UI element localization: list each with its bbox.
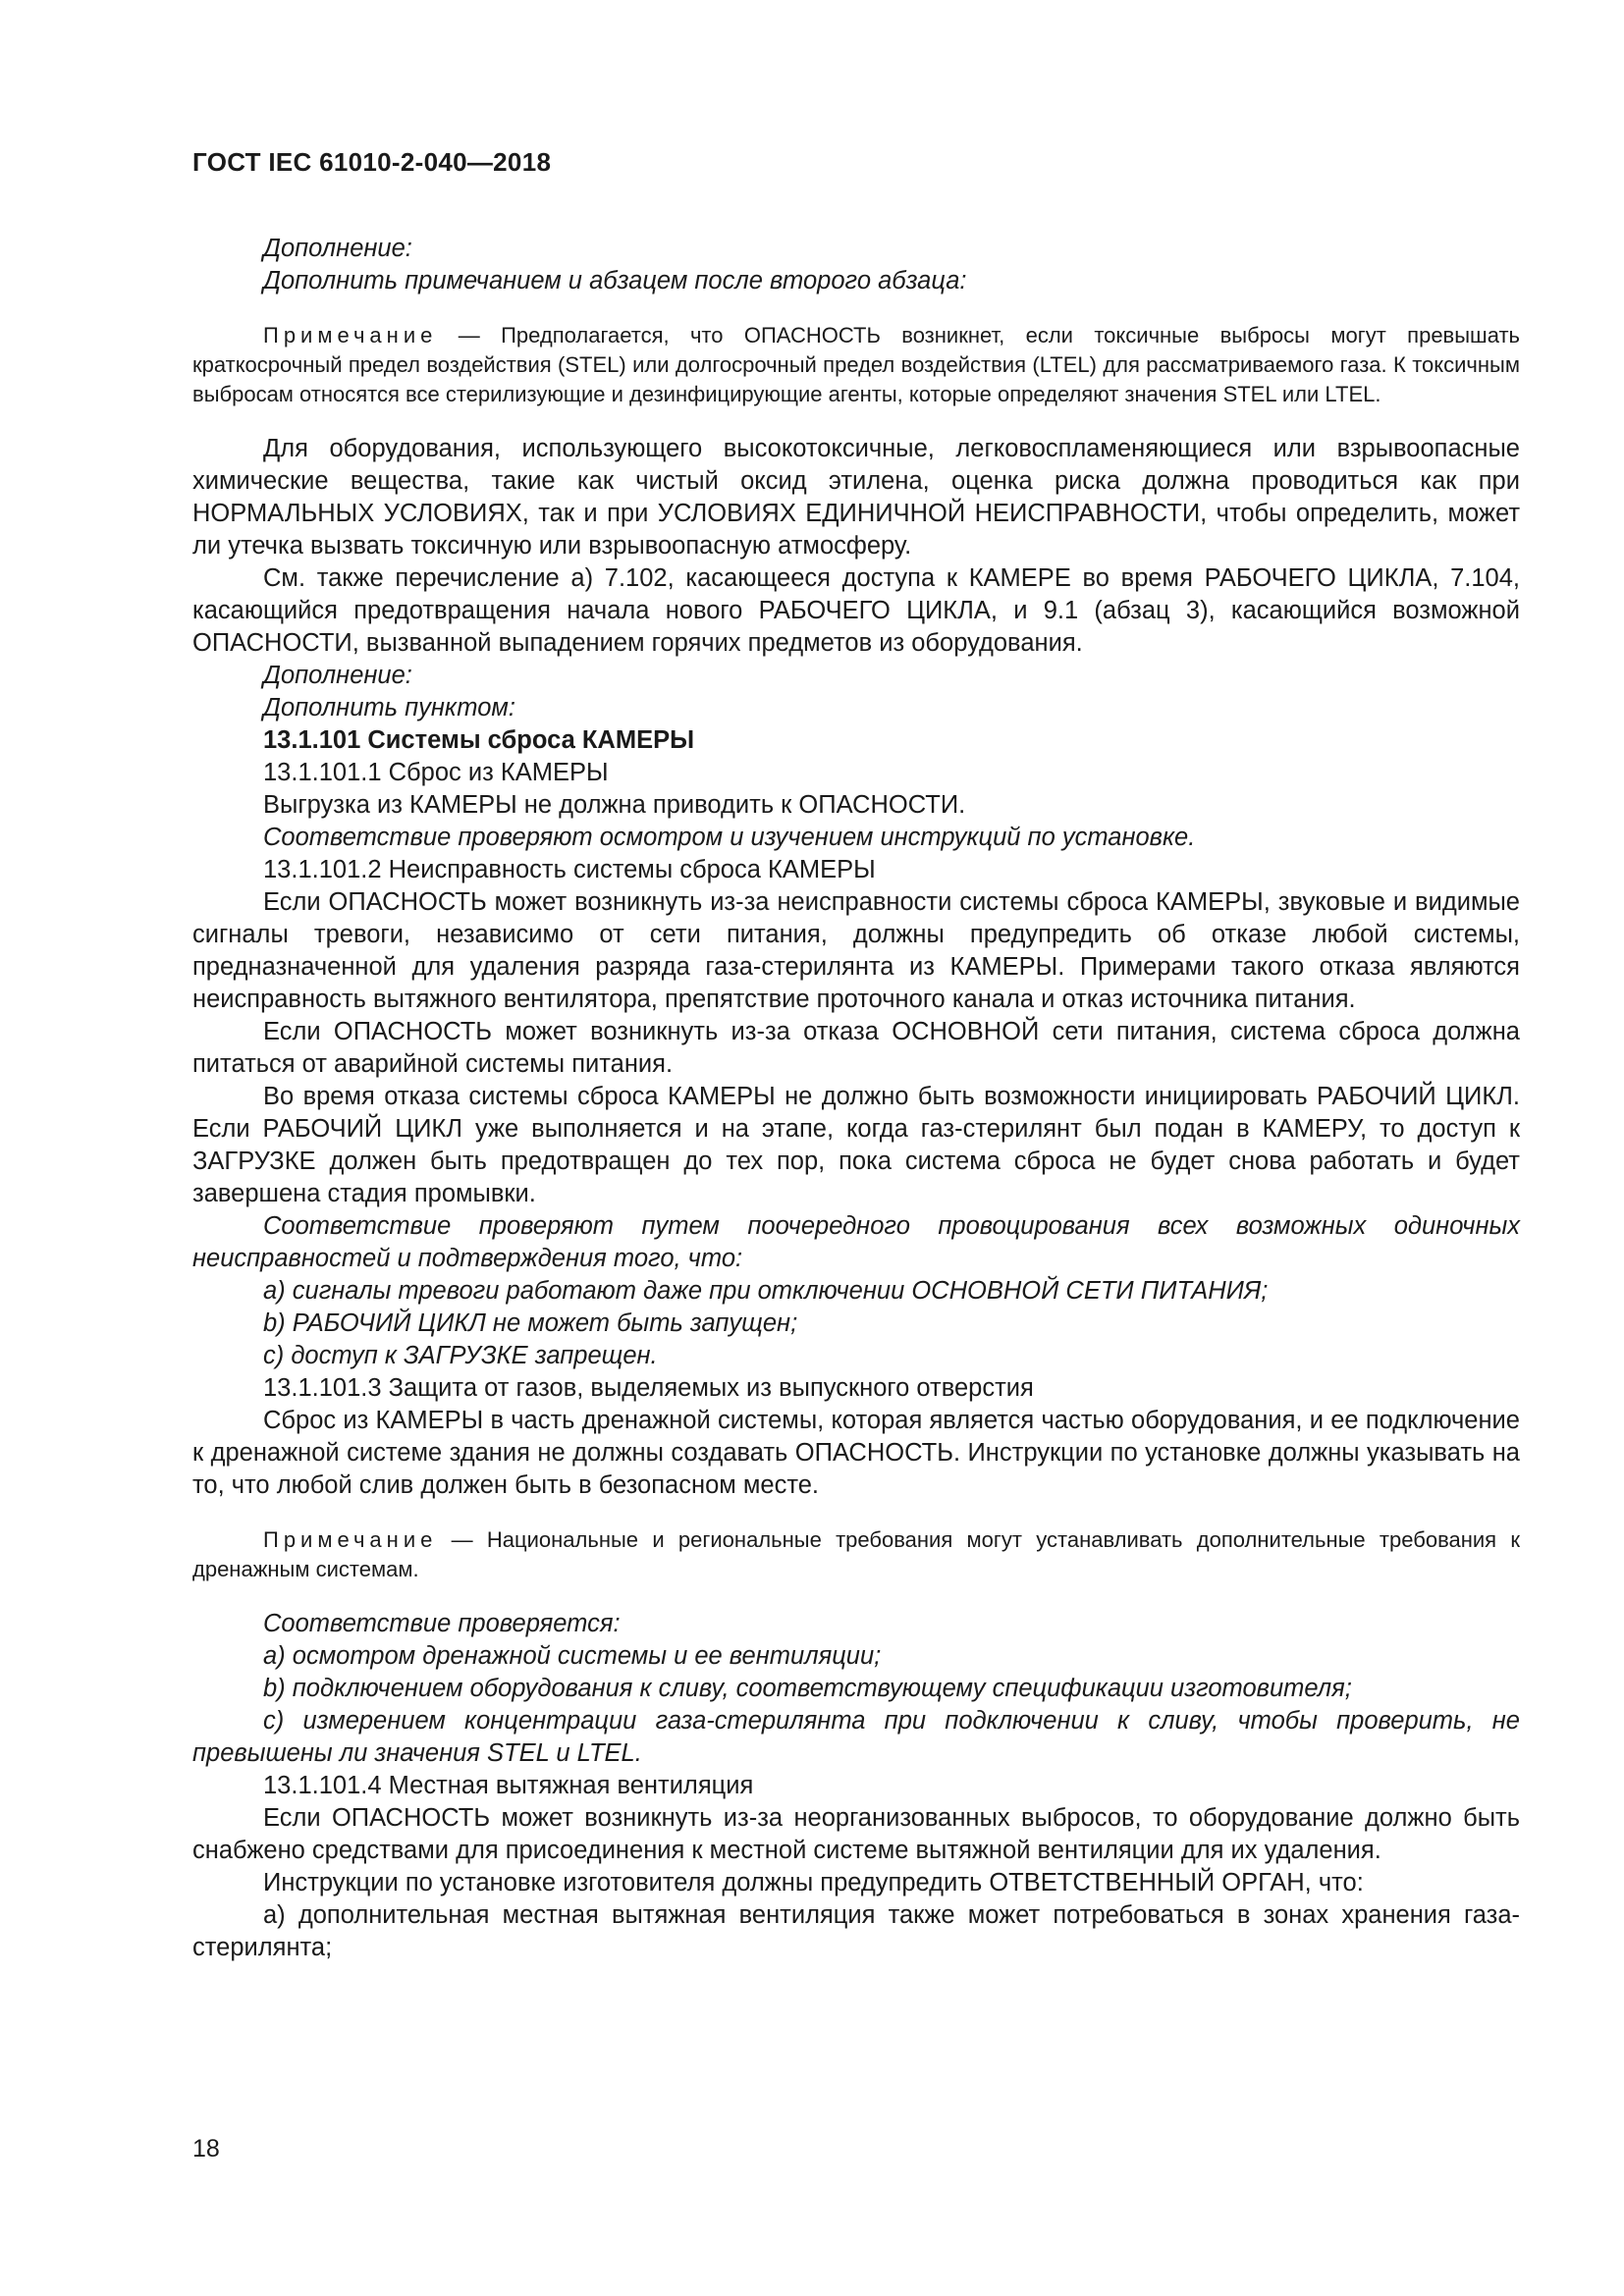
list-item: b) РАБОЧИЙ ЦИКЛ не может быть запущен; [263,1309,798,1337]
page-number: 18 [192,2135,220,2163]
list-item: b) подключением оборудования к сливу, соответствующему спецификации изготовителя; [263,1675,1352,1702]
body-paragraph: Если ОПАСНОСТЬ может возникнуть из-за неорганизованных выбросов, то оборудование должно быть снабжено средствами для присоединения к местной системе вытяжной вентиляции для их удаления. [192,1804,1520,1864]
subsection-heading: 13.1.101.1 Сброс из КАМЕРЫ [263,759,609,786]
note-label: Примечание [263,1527,438,1552]
subsection-heading: 13.1.101.3 Защита от газов, выделяемых из выпускного отверстия [263,1374,1034,1402]
document-page [192,147,1520,1964]
section-heading: 13.1.101 Системы сброса КАМЕРЫ [263,726,695,754]
list-item: c) доступ к ЗАГРУЗКЕ запрещен. [263,1342,658,1369]
note-text: — Предполагается, что ОПАСНОСТЬ возникнет, если токсичные выбросы могут превышать краткосрочный предел воздействия (STEL) или долгосрочный предел воздействия (LTEL) для рассматриваемого газа. К токсичным выбросам относятся все стерилизующие и дезинфицирующие агенты, которые определяют значения STEL или LTEL. [192,323,1520,406]
compliance-paragraph: Соответствие проверяется: [263,1610,621,1637]
amendment-instruction: Дополнить пунктом: [263,694,515,721]
amendment-label: Дополнение: [263,235,412,262]
note-label: Примечание [263,323,438,347]
amendment-instruction: Дополнить примечанием и абзацем после второго абзаца: [263,267,967,294]
body-paragraph: См. также перечисление а) 7.102, касающееся доступа к КАМЕРЕ во время РАБОЧЕГО ЦИКЛА, 7.104, касающийся предотвращения начала нового РАБОЧЕГО ЦИКЛА, и 9.1 (абзац 3), касающийся возможной ОПАСНОСТИ, вызванной выпадением горячих предметов из оборудования. [192,564,1520,657]
body-paragraph: Во время отказа системы сброса КАМЕРЫ не должно быть возможности инициировать РАБОЧИЙ ЦИКЛ. Если РАБОЧИЙ ЦИКЛ уже выполняется и на этапе, когда газ-стерилянт был подан в КАМЕРУ, то доступ к ЗАГРУЗКЕ должен быть предотвращен до тех пор, пока система сброса не будет снова работать и будет завершена стадия промывки. [192,1083,1520,1207]
note-paragraph [192,321,1520,409]
list-item: a) осмотром дренажной системы и ее вентиляции; [263,1642,882,1670]
list-item: a) дополнительная местная вытяжная вентиляция также может потребоваться в зонах хранения газа-стерилянта; [192,1901,1520,1961]
subsection-heading: 13.1.101.4 Местная вытяжная вентиляция [263,1772,754,1799]
body-paragraph: Для оборудования, использующего высокотоксичные, легковоспламеняющиеся или взрывоопасные химические вещества, такие как чистый оксид этилена, оценка риска должна проводиться как при НОРМАЛЬНЫХ УСЛОВИЯХ, так и при УСЛОВИЯХ ЕДИНИЧНОЙ НЕИСПРАВНОСТИ, чтобы определить, может ли утечка вызвать токсичную или взрывоопасную атмосферу. [192,435,1520,560]
body-paragraph: Если ОПАСНОСТЬ может возникнуть из-за неисправности системы сброса КАМЕРЫ, звуковые и видимые сигналы тревоги, независимо от сети питания, должны предупредить об отказе любой системы, предназначенной для удаления разряда газа-стерилянта из КАМЕРЫ. Примерами такого отказа являются неисправность вытяжного вентилятора, препятствие проточного канала и отказ источника питания. [192,888,1520,1013]
body-paragraph: Если ОПАСНОСТЬ может возникнуть из-за отказа ОСНОВНОЙ сети питания, система сброса должна питаться от аварийной системы питания. [192,1018,1520,1078]
note-paragraph [192,1525,1520,1584]
body-paragraph: Сброс из КАМЕРЫ в часть дренажной системы, которая является частью оборудования, и ее подключение к дренажной системе здания не должны создавать ОПАСНОСТЬ. Инструкции по установке должны указывать на то, что любой слив должен быть в безопасном месте. [192,1407,1520,1499]
document-header: ГОСТ IEC 61010-2-040—2018 [192,147,552,177]
body-paragraph: Инструкции по установке изготовителя должны предупредить ОТВЕТСТВЕННЫЙ ОРГАН, что: [263,1869,1364,1896]
body-paragraph: Выгрузка из КАМЕРЫ не должна приводить к ОПАСНОСТИ. [263,791,966,819]
note-text: — Национальные и региональные требования могут устанавливать дополнительные требования к дренажным системам. [192,1527,1520,1581]
amendment-label: Дополнение: [263,662,412,689]
compliance-paragraph: Соответствие проверяют осмотром и изучением инструкций по установке. [263,824,1196,851]
compliance-paragraph: Соответствие проверяют путем поочередного провоцирования всех возможных одиночных неисправностей и подтверждения того, что: [192,1212,1520,1272]
subsection-heading: 13.1.101.2 Неисправность системы сброса КАМЕРЫ [263,856,876,883]
list-item: a) сигналы тревоги работают даже при отключении ОСНОВНОЙ СЕТИ ПИТАНИЯ; [263,1277,1269,1305]
list-item: c) измерением концентрации газа-стерилянта при подключении к сливу, чтобы проверить, не превышены ли значения STEL и LTEL. [192,1707,1520,1767]
